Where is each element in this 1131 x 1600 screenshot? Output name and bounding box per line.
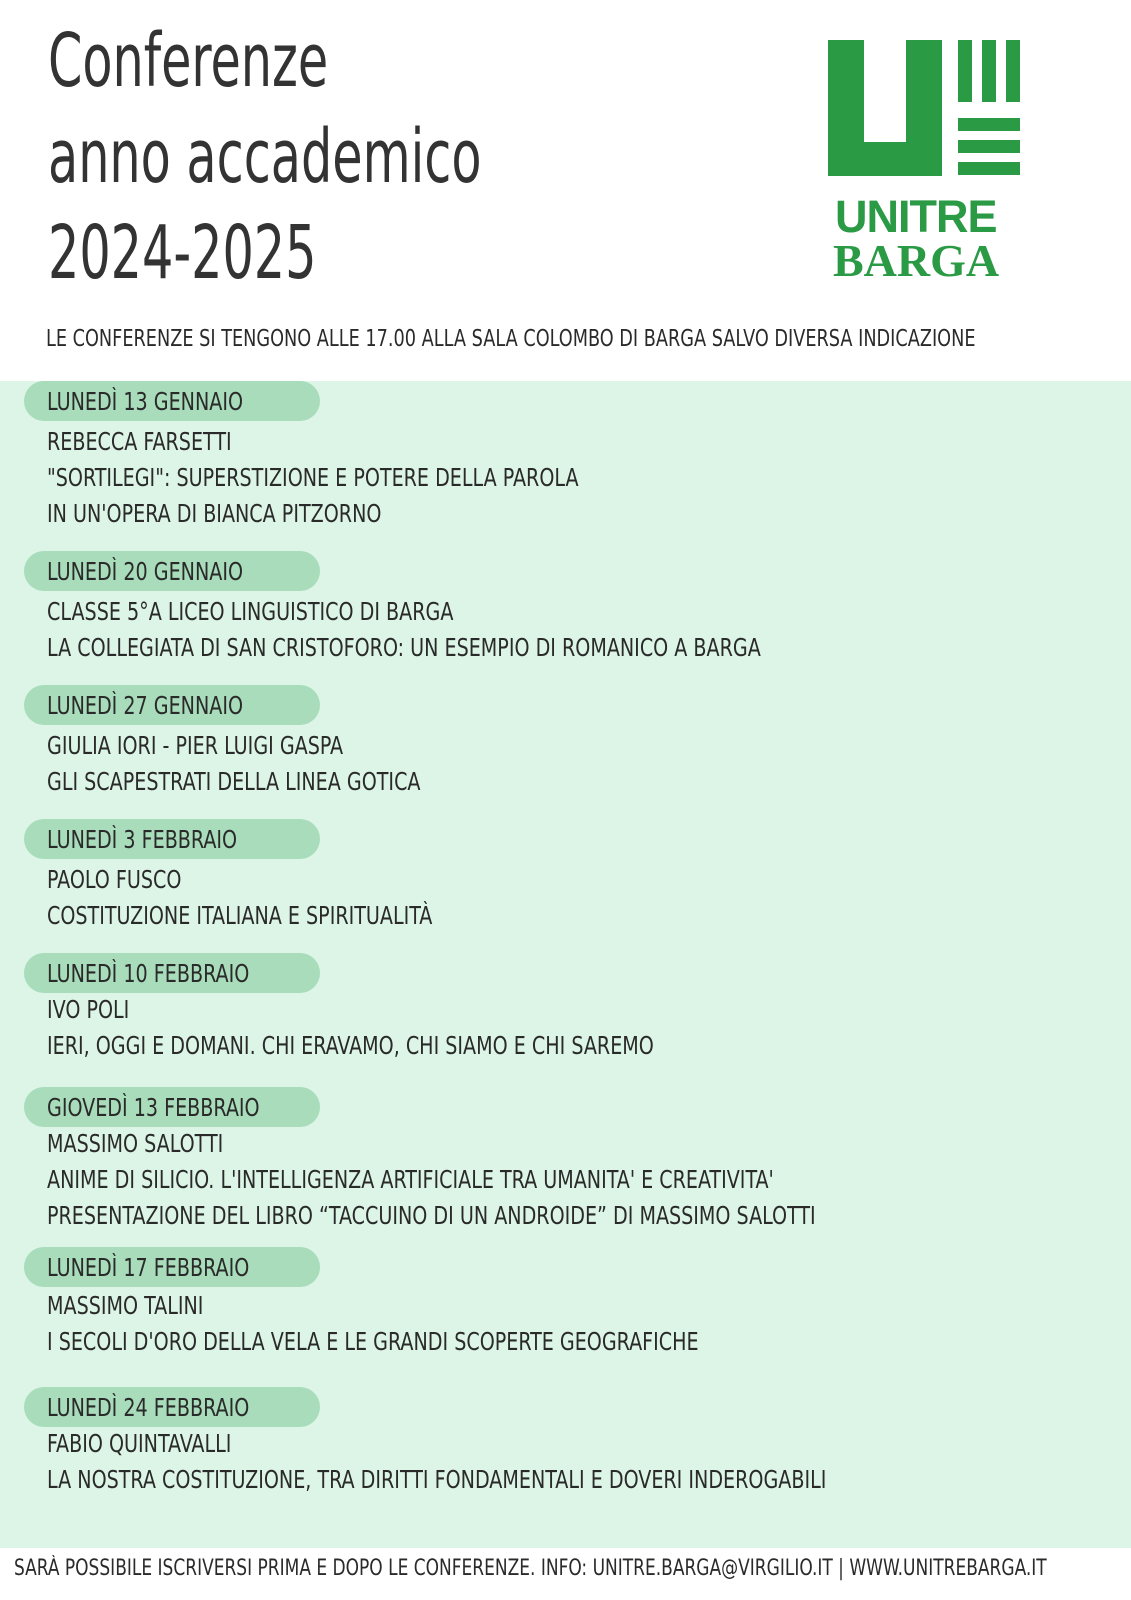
unitre-logo-mark-icon [828, 38, 1028, 178]
event-title-cont: IN UN'OPERA DI BIANCA PITZORNO [47, 499, 382, 528]
event-date: LUNEDÌ 3 FEBBRAIO [47, 825, 238, 854]
event-speaker: MASSIMO SALOTTI [47, 1129, 224, 1158]
event-date: GIOVEDÌ 13 FEBBRAIO [47, 1093, 260, 1122]
unitre-barga-logo [828, 38, 1028, 288]
event-title: ANIME DI SILICIO. L'INTELLIGENZA ARTIFICIALE TRA UMANITA' E CREATIVITA' [47, 1165, 774, 1194]
event-date: LUNEDÌ 27 GENNAIO [47, 691, 244, 720]
event-title: IERI, OGGI E DOMANI. CHI ERAVAMO, CHI SIAMO E CHI SAREMO [47, 1031, 654, 1060]
event-title: LA COLLEGIATA DI SAN CRISTOFORO: UN ESEMPIO DI ROMANICO A BARGA [47, 633, 761, 662]
event-speaker: REBECCA FARSETTI [47, 427, 232, 456]
event-date: LUNEDÌ 24 FEBBRAIO [47, 1393, 250, 1422]
event-title: GLI SCAPESTRATI DELLA LINEA GOTICA [47, 767, 421, 796]
event-speaker: PAOLO FUSCO [47, 865, 182, 894]
events-panel [0, 381, 1131, 1548]
event-title: LA NOSTRA COSTITUZIONE, TRA DIRITTI FONDAMENTALI E DOVERI INDEROGABILI [47, 1465, 827, 1494]
event-speaker: CLASSE 5°A LICEO LINGUISTICO DI BARGA [47, 597, 454, 626]
event-speaker: MASSIMO TALINI [47, 1291, 204, 1320]
event-title: "SORTILEGI": SUPERSTIZIONE E POTERE DELLA PAROLA [47, 463, 579, 492]
event-speaker: IVO POLI [47, 995, 130, 1024]
event-title: COSTITUZIONE ITALIANA E SPIRITUALITÀ [47, 901, 433, 930]
event-title-cont: PRESENTAZIONE DEL LIBRO “TACCUINO DI UN ANDROIDE” DI MASSIMO SALOTTI [47, 1201, 816, 1230]
event-date: LUNEDÌ 13 GENNAIO [47, 387, 244, 416]
event-date: LUNEDÌ 20 GENNAIO [47, 557, 244, 586]
logo-text-barga: BARGA [833, 235, 1000, 286]
footer-info: SARÀ POSSIBILE ISCRIVERSI PRIMA E DOPO LE CONFERENZE. INFO: UNITRE.BARGA@VIRGILIO.IT | WWW.UNITREBARGA.IT [14, 1556, 1047, 1581]
event-date: LUNEDÌ 10 FEBBRAIO [47, 959, 250, 988]
event-speaker: FABIO QUINTAVALLI [47, 1429, 232, 1458]
title-line-3: 2024-2025 [48, 210, 317, 296]
event-speaker: GIULIA IORI - PIER LUIGI GASPA [47, 731, 344, 760]
event-date: LUNEDÌ 17 FEBBRAIO [47, 1253, 250, 1282]
logo-text-unitre: UNITRE [835, 191, 997, 242]
venue-note: LE CONFERENZE SI TENGONO ALLE 17.00 ALLA SALA COLOMBO DI BARGA SALVO DIVERSA INDICAZIONE [46, 326, 976, 352]
event-title: I SECOLI D'ORO DELLA VELA E LE GRANDI SCOPERTE GEOGRAFICHE [47, 1327, 699, 1356]
title-line-2: anno accademico [48, 114, 482, 200]
title-line-1: Conferenze [48, 18, 329, 104]
